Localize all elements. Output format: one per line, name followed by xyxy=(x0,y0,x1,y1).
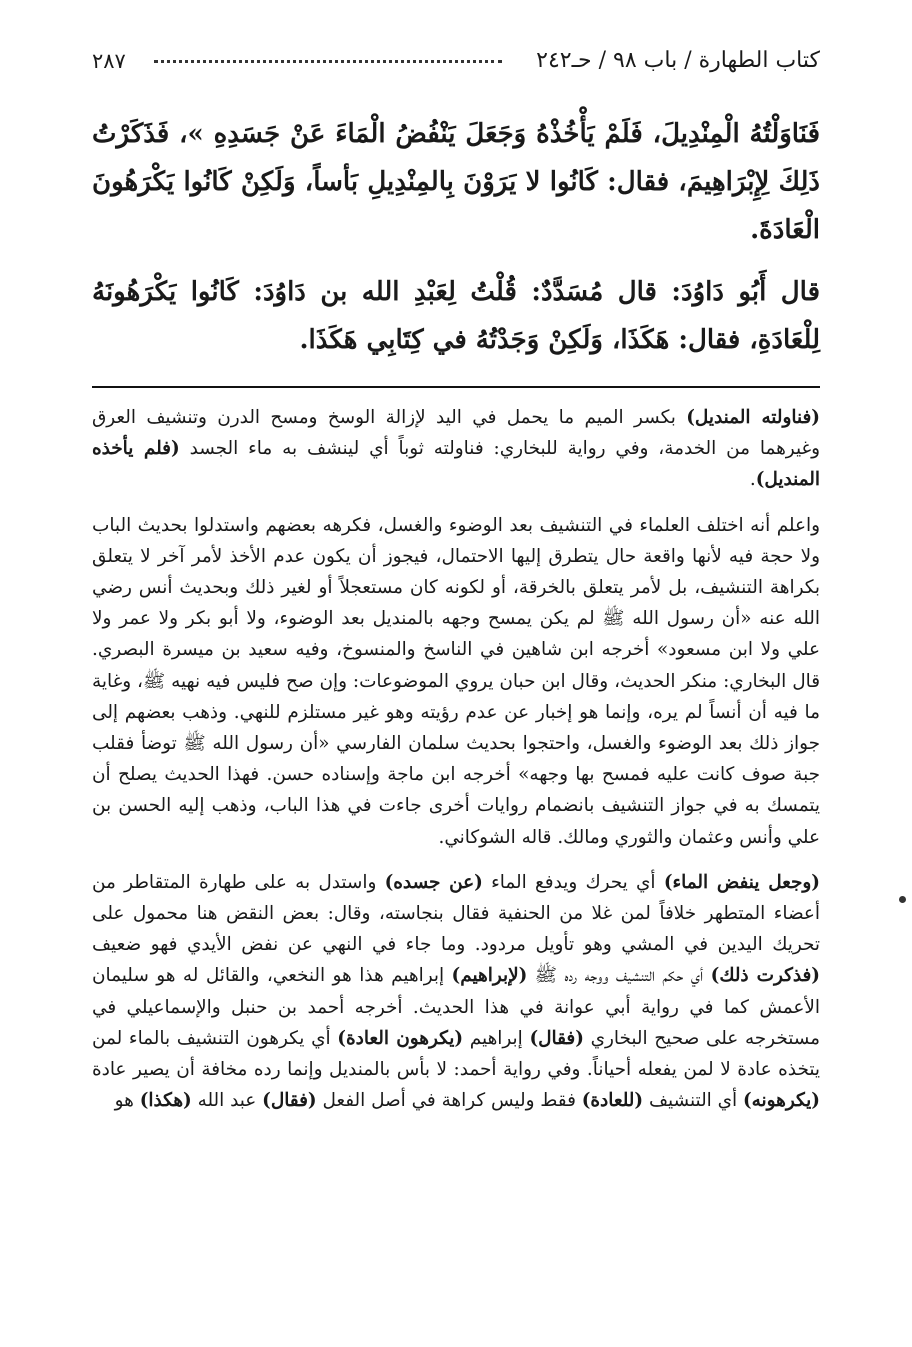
commentary-term: (يكرهون العادة) xyxy=(337,1027,464,1049)
commentary-term: (فقال) xyxy=(529,1027,584,1049)
commentary-text: أي حكم التنشيف ووجه رده ﷺ xyxy=(527,965,711,987)
commentary-term: (للعادة) xyxy=(581,1090,644,1112)
commentary-term: (لإبراهيم) xyxy=(451,965,528,987)
commentary-term: (فذكرت ذلك) xyxy=(710,965,820,987)
commentary-term: (فلم يأخذه المنديل) xyxy=(92,438,820,491)
header-dot-leader xyxy=(154,60,502,63)
section-divider xyxy=(92,386,820,388)
commentary-text: أي يحرك ويدفع الماء xyxy=(482,871,664,893)
hadith-paragraph: قال أَبُو دَاوُدَ: قال مُسَدَّدٌ: قُلْتُ لِعَبْدِ الله بن دَاوُدَ: كَانُوا يَكْرَهُونَهُ لِلْعَادَةِ، فقال: هَكَذَا، وَلَكِنْ وَجَدْتُهُ في كِتَابِي هَكَذَا. xyxy=(92,277,820,355)
header-title: كتاب الطهارة / باب ٩٨ / حـ٢٤٢ xyxy=(536,48,820,73)
commentary-term: (هكذا) xyxy=(139,1090,192,1112)
hadith-text xyxy=(92,110,820,364)
commentary-text: أي يكرهون التنشيف بالماء لمن يتخذه عادة لا لمن يفعله أحياناً. وفي رواية أحمد: لا بأس بالمنديل وإنما رده مخافة أن يصير عادة xyxy=(92,1027,820,1081)
commentary-term: (فقال) xyxy=(262,1090,317,1112)
commentary-text: إبراهيم xyxy=(463,1027,530,1049)
commentary-text: واستدل به على طهارة المتقاطر من أعضاء المتطهر خلافاً لمن غلا من الحنفية فقال بنجاسته، وقال: بعض النقض هنا محمول على تحريك اليدين في المشي وهو تأويل مردود. وما جاء في النهي عن نفض الأيدي فهو ضعيف xyxy=(92,871,820,956)
commentary-text: هو xyxy=(114,1090,140,1112)
commentary-term: (وجعل ينفض الماء) xyxy=(663,871,821,893)
hadith-paragraph: فَنَاوَلْتُهُ الْمِنْدِيلَ، فَلَمْ يَأْخُذْهُ وَجَعَلَ يَنْفُضُ الْمَاءَ عَنْ جَسَدِهِ »، فَذَكَرْتُ ذَلِكَ لِإِبْرَاهِيمَ، فقال: كَانُوا لا يَرَوْنَ بِالمِنْدِيلِ بَأساً، وَلَكِنْ كَانُوا يَكْرَهُونَ الْعَادَةَ. xyxy=(92,119,820,245)
running-header xyxy=(92,38,820,84)
page-number: ٢٨٧ xyxy=(92,49,126,73)
commentary-text: أي التنشيف xyxy=(643,1090,743,1112)
commentary-term: (فناولته المنديل) xyxy=(686,407,820,428)
commentary-paragraph xyxy=(92,402,820,496)
commentary xyxy=(92,402,820,1116)
commentary-paragraph: واعلم أنه اختلف العلماء في التنشيف بعد الوضوء والغسل، فكرهه بعضهم واستدلوا بحديث الباب ولا حجة فيه لأنها واقعة حال يتطرق إليها الاحتمال، فيجوز أن يكون عدم الأخذ لأمر آخر لا يتعلق بكراهة التنشيف، بل لأمر يتعلق بالخرقة، أو لكونه كان مستعجلاً أو لغير ذلك وبحديث أنس رضي الله عنه «أن رسول الله ﷺ لم يكن يمسح وجهه بالمنديل بعد الوضوء، ولا أبو بكر ولا عمر ولا علي ولا ابن مسعود» أخرجه ابن شاهين في الناسخ والمنسوخ، وفيه سعيد بن ميسرة البصري. قال البخاري: منكر الحديث، وقال ابن حبان يروي الموضوعات: وإن صح فليس فيه نهيه ﷺ، وغاية ما فيه أن أنساً لم يره، وإنما هو إخبار عن عدم رؤيته وهو غير مستلزم للنهي. وذهب بعضهم إلى جواز ذلك بعد الوضوء والغسل، واحتجوا بحديث سلمان الفارسي «أن رسول الله ﷺ توضأ فقلب جبة صوف كانت عليه فمسح بها وجهه» أخرجه ابن ماجة وإسناده حسن. فهذا الحديث يصلح أن يتمسك به في جواز التنشيف بانضمام روايات أخرى جاءت في هذا الباب، وذهب إليه الحسن بن علي وأنس وعثمان والثوري ومالك. قاله الشوكاني. xyxy=(92,514,820,848)
commentary-text: إبراهيم هذا هو النخعي، والقائل له هو سليمان الأعمش كما في رواية أبي عوانة في هذا الحديث. أخرجه أحمد بن حنبل والإسماعيلي في مستخرجه على صحيح البخاري xyxy=(92,965,821,1049)
commentary-term: (عن جسده) xyxy=(384,871,483,893)
commentary-text: فقط وليس كراهة في أصل الفعل xyxy=(316,1090,582,1112)
commentary-text: بكسر الميم ما يحمل في اليد لإزالة الوسخ ومسح الدرن وتنشيف العرق وغيرهما من الخدمة، وفي رواية للبخاري: فناولته ثوباً أي لينشف به ماء الجسد xyxy=(92,407,820,460)
commentary-paragraph xyxy=(92,867,820,1117)
margin-mark xyxy=(899,896,906,903)
commentary-text: . xyxy=(749,469,756,491)
commentary-term: (يكرهونه) xyxy=(742,1090,820,1112)
commentary-text: عبد الله xyxy=(191,1090,263,1112)
